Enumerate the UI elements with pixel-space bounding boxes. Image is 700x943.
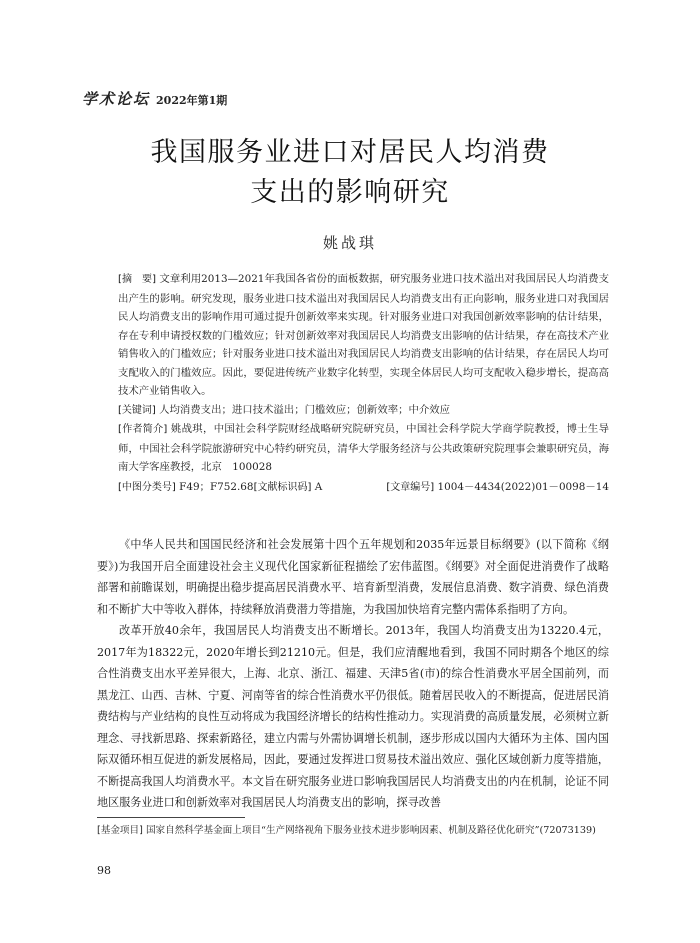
author-intro-text: 姚战琪，中国社会科学院财经战略研究院研究员，中国社会科学院大学商学院教授，博士生导师，中国社会科学院旅游研究中心特约研究员，清华大学服务经济与公共政策研究院理事会兼职研究员，海南大学客座教授，北京 100028 bbox=[118, 423, 609, 473]
page-number: 98 bbox=[97, 864, 111, 877]
footnote-text: 国家自然科学基金面上项目“生产网络视角下服务业技术进步影响因素、机制及路径优化研究”(72073139) bbox=[145, 825, 596, 836]
clc-label: [中图分类号] bbox=[118, 481, 176, 493]
footnote-divider bbox=[97, 817, 245, 818]
title-line-1: 我国服务业进口对居民人均消费 bbox=[150, 137, 550, 168]
article-number bbox=[386, 478, 609, 498]
footnote-label: [基金项目] bbox=[97, 825, 143, 836]
body-text bbox=[97, 534, 609, 814]
article-title bbox=[0, 133, 700, 213]
title-line-2: 支出的影响研究 bbox=[250, 177, 450, 208]
classification-row bbox=[97, 478, 609, 498]
article-number-label: [文章编号] bbox=[386, 481, 435, 493]
journal-issue: 2022年第1期 bbox=[156, 94, 228, 107]
footnote bbox=[97, 822, 609, 840]
paragraph: 改革开放40余年，我国居民人均消费支出不断增长。2013年，我国人均消费支出为13220.4元，2017年为18322元，2020年增长到21210元。但是，我们应清醒地看到，我国不同时期各个地区的综合性消费支出水平差异很大，上海、北京、浙江、福建、天津5省(市)的综合性消费水平居全国前列，而黑龙江、山西、吉林、宁夏、河南等省的综合性消费水平仍很低。随着居民收入的不断提高，促进居民消费结构与产业结构的良性互动将成为我国经济增长的结构性推动力。实现消费的高质量发展，必须树立新理念、寻找新思路、探索新路径，建立内需与外需协调增长机制，逐步形成以国内大循环为主体、国内国际双循环相互促进的新发展格局，因此，要通过发挥进口贸易技术溢出效应、强化区域创新力度等措施，不断提高我国人均消费水平。本文旨在研究服务业进口影响我国居民人均消费支出的内在机制，论证不同地区服务业进口和创新效率对我国居民人均消费支出的影响，探寻改善 bbox=[97, 624, 609, 809]
paragraph: 《中华人民共和国国民经济和社会发展第十四个五年规划和2035年远景目标纲要》(以下简称《纲要》)为我国开启全面建设社会主义现代化国家新征程描绘了宏伟蓝图。《纲要》对全面促进消费作了战略部署和前瞻谋划，明确提出稳步提高居民消费水平、培育新型消费，发展信息消费、数字消费、绿色消费和不断扩大中等收入群体，持续释放消费潜力等措施，为我国加快培育完整内需体系指明了方向。 bbox=[97, 538, 609, 616]
clc-value: F49；F752.68 bbox=[179, 480, 254, 493]
journal-header bbox=[82, 88, 227, 109]
journal-name: 学术论坛 bbox=[82, 90, 151, 108]
doc-code bbox=[254, 478, 387, 498]
keywords bbox=[97, 401, 609, 421]
article-number-value: 1004－4434(2022)01－0098－14 bbox=[437, 480, 609, 493]
keywords-label: [关键词] bbox=[118, 404, 156, 416]
author-name: 姚战琪 bbox=[322, 234, 377, 252]
abstract-label: [摘 要] bbox=[118, 274, 157, 285]
doc-value: A bbox=[314, 480, 323, 493]
abstract bbox=[97, 270, 609, 401]
abstract-text: 文章利用2013—2021年我国各省份的面板数据，研究服务业进口技术溢出对我国居民人均消费支出产生的影响。研究发现，服务业进口技术溢出对我国居民人均消费支出有正向影响，服务业进口对我国居民人均消费支出的影响作用可通过提升创新效率来实现。针对服务业进口对我国创新效率影响的估计结果，存在专利申请授权数的门槛效应；针对创新效率对我国居民人均消费支出影响的估计结果，存在高技术产业销售收入的门槛效应；针对服务业进口技术溢出对我国居民人均消费支出影响的估计结果，存在居民人均可支配收入的门槛效应。因此，要促进传统产业数字化转型，实现全体居民人均可支配收入稳步增长，提高高技术产业销售收入。 bbox=[118, 273, 609, 397]
doc-label: [文献标识码] bbox=[253, 481, 312, 493]
author-intro-label: [作者简介] bbox=[118, 424, 168, 435]
author-intro bbox=[97, 420, 609, 477]
clc-code bbox=[118, 478, 254, 498]
keywords-text: 人均消费支出；进口技术溢出；门槛效应；创新效率；中介效应 bbox=[159, 403, 451, 416]
abstract-block bbox=[97, 270, 609, 497]
